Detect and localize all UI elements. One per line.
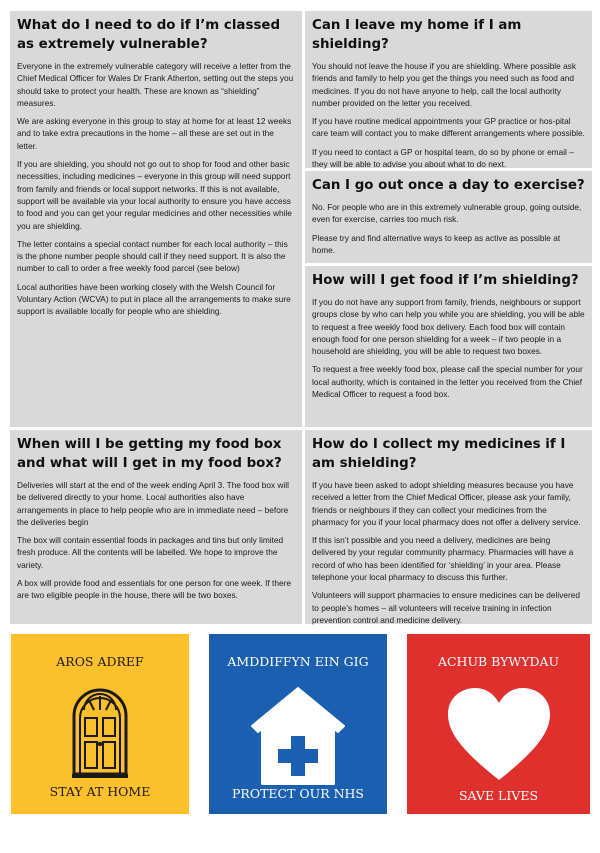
food-paragraph: If you do not have any support from family, friends, neighbours or support groups close by who can help you while you are shielding, you will be able to request a free weekly food box delivery. Each food box will contain enough food for one person shielding for a week – if two people in a household are shielding, you will be able to request two boxes. — [312, 297, 585, 357]
vulnerable-paragraph: If you are shielding, you should not go out to shop for food and other basic necessities, including medicines – everyone in this group will need support from family and friends or local support networks. If this is not available, support will be available via your local authority to ensure you have access to food and you can get your regular medicines and other necessities while you are shielding. — [17, 159, 292, 231]
exercise-paragraph: No. For people who are in this extremely vulnerable group, going outside, even for exercise, carries too much risk. — [312, 202, 582, 225]
food-box-paragraph: A box will provide food and essentials for one person for one week. If there are two eligible people in the house, there will be two boxes. — [17, 578, 291, 601]
medicines-section — [305, 430, 592, 624]
protect-nhs-poster — [209, 634, 387, 814]
stay-at-home-poster — [11, 634, 189, 814]
poster-welsh-title: AMDDIFFYN EIN GIG — [227, 654, 369, 669]
poster-english-title: PROTECT OUR NHS — [232, 786, 364, 801]
exercise-section — [305, 171, 592, 263]
food-section — [305, 266, 592, 427]
poster-welsh-title: ACHUB BYWYDAU — [437, 654, 560, 669]
door-icon — [70, 682, 130, 778]
food-box-title: When will I be getting my food box and what will I get in my food box? — [17, 437, 282, 471]
food-box-section — [10, 430, 302, 624]
vulnerable-paragraph: The letter contains a special contact number for each local authority – this is the phone number people should call if they need support. It is also the number to call to order a free weekly food parcel (see below) — [17, 238, 288, 274]
leave-home-title: Can I leave my home if I am shielding? — [312, 18, 522, 52]
leave-home-section — [305, 11, 592, 168]
leave-home-paragraph: You should not leave the house if you are shielding. Where possible ask friends and family to help you get the things you need such as food and medicines. If you do not have anyone to help, call the local authority number provided on the letter you received. — [312, 61, 576, 108]
medicines-title: How do I collect my medicines if I am shielding? — [312, 437, 566, 471]
save-lives-poster — [407, 634, 590, 814]
heart-icon — [444, 684, 554, 784]
vulnerable-paragraph: Local authorities have been working closely with the Welsh Council for Voluntary Action (WCVA) to put in place all the arrangements to make sure support is available locally for people who are shielding. — [17, 281, 291, 317]
poster-welsh-title: AROS ADREF — [56, 654, 144, 669]
food-paragraph: To request a free weekly food box, please call the special number for your local authority, which is contained in the letter you received from the Chief Medical Officer to request a food box. — [312, 364, 583, 400]
vulnerable-paragraph: Everyone in the extremely vulnerable category will receive a letter from the Chief Medical Officer for Wales Dr Frank Atherton, setting out the steps you should take to protect your health. These are known as “shielding” measures. — [17, 61, 294, 108]
food-box-paragraph: The box will contain essential foods in packages and tins but only limited fresh produce. All the contents will be labelled. We hope to improve the variety. — [17, 535, 284, 570]
medicines-paragraph: If this isn’t possible and you need a delivery, medicines are being delivered by your regular community pharmacy. Pharmacies will have a record of who has been identified for ‘shielding’ in your area. Please telephone your local pharmacy to discuss this further. — [312, 535, 574, 583]
medicines-paragraph: Volunteers will support pharmacies to ensure medicines can be delivered to people’s homes – all volunteers will receive training in infection prevention control and medicine delivery. — [312, 590, 580, 625]
leave-home-paragraph: If you have routine medical appointments your GP practice or hos-pital care team will contact you to make different arrangements where possible. — [312, 116, 585, 139]
poster-english-title: STAY AT HOME — [49, 784, 151, 799]
vulnerable-title: What do I need to do if I’m classed as extremely vulnerable? — [17, 18, 281, 52]
poster-english-title: SAVE LIVES — [458, 788, 539, 803]
medicines-paragraph: If you have been asked to adopt shielding measures because you have received a letter from the Chief Medical Officer, please ask your family, friends or neighbours if they can collect your medicines from the pharmacy for you if your local pharmacy does not offer a delivery service. — [312, 480, 581, 527]
leave-home-paragraph: If you need to contact a GP or hospital team, do so by phone or email – they will be able to advise you about what to do next. — [312, 146, 574, 170]
vulnerable-section — [10, 11, 302, 427]
vulnerable-paragraph: We are asking everyone in this group to stay at home for at least 12 weeks and to take extra precautions in the home – all these are set out in the letter. — [17, 116, 292, 151]
food-box-paragraph: Deliveries will start at the end of the week ending April 3. The food box will be delivered directly to your home. Local authorities also have arrangements in place to help people who are in immediate need – before the deliveries begin — [17, 480, 289, 527]
house-cross-icon — [248, 684, 348, 788]
food-title: How will I get food if I’m shielding? — [312, 273, 579, 288]
exercise-title: Can I go out once a day to exercise? — [312, 178, 585, 193]
exercise-paragraph: Please try and find alternative ways to keep as active as possible at home. — [312, 232, 561, 255]
